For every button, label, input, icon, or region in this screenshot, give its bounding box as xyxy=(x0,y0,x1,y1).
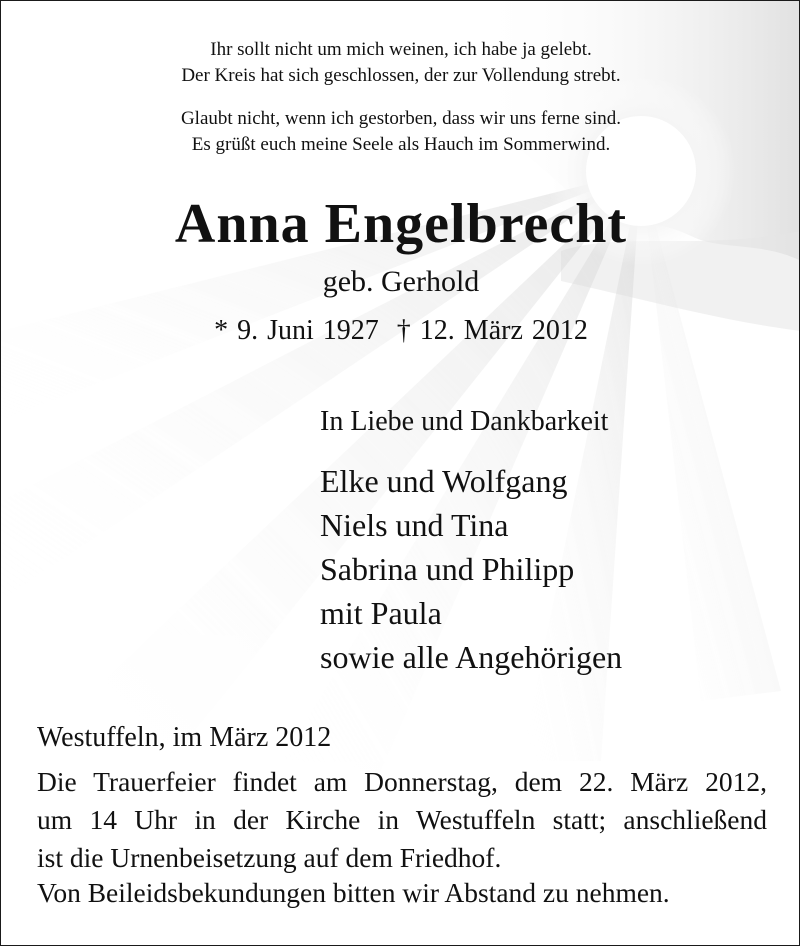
closing-note: Von Beileidsbekundungen bitten wir Abstand zu nehmen. xyxy=(37,877,670,908)
poem-line: Es grüßt euch meine Seele als Hauch im Sommerwind. xyxy=(191,134,611,155)
maiden-name: geb. Gerhold xyxy=(322,265,480,298)
poem-stanza-1 xyxy=(1,37,800,89)
funeral-line: um 14 Uhr in der Kirche in Westuffeln statt; anschließend xyxy=(37,804,767,835)
funeral-info xyxy=(37,763,767,877)
funeral-line: ist die Urnenbeisetzung auf dem Friedhof. xyxy=(37,842,502,873)
poem-stanza-2 xyxy=(1,106,800,158)
deceased-name: Anna Engelbrecht xyxy=(174,193,628,255)
birth-date: * 9. Juni 1927 xyxy=(214,315,379,346)
mourner-entry: mit Paula xyxy=(320,595,442,631)
poem-line: Ihr sollt nicht um mich weinen, ich habe ja gelebt. xyxy=(210,39,592,60)
funeral-line: Die Trauerfeier findet am Donnerstag, dem 22. März 2012, xyxy=(37,766,767,797)
mourner-entry: Elke und Wolfgang xyxy=(320,463,568,499)
poem-line: Der Kreis hat sich geschlossen, der zur Vollendung strebt. xyxy=(181,65,621,86)
dedication: In Liebe und Dankbarkeit xyxy=(320,406,609,437)
mourners-list xyxy=(320,459,622,679)
place-date: Westuffeln, im März 2012 xyxy=(37,722,332,753)
mourner-entry: sowie alle Angehörigen xyxy=(320,639,623,675)
mourner-entry: Niels und Tina xyxy=(320,507,509,543)
mourner-entry: Sabrina und Philipp xyxy=(320,551,575,587)
death-date: † 12. März 2012 xyxy=(396,315,588,346)
life-dates xyxy=(1,313,800,349)
poem-line: Glaubt nicht, wenn ich gestorben, dass wir uns ferne sind. xyxy=(180,108,622,129)
